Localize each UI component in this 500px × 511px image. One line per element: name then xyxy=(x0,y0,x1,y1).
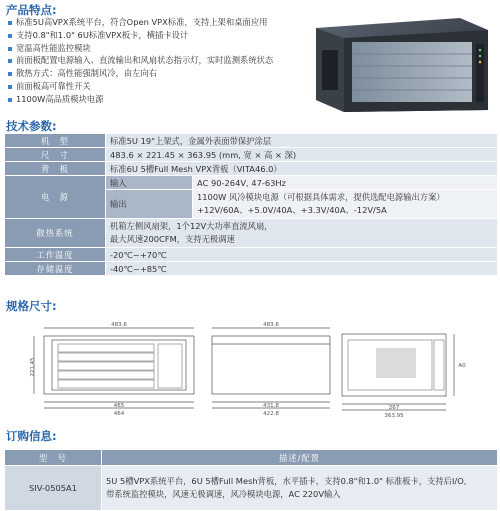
dim-label: 267 xyxy=(388,405,400,411)
feature-list xyxy=(8,16,308,106)
table-row: SIV-0505A1 5U 5槽VPX系统平台，6U 5槽Full Mesh背板，水平插卡，支持0.8"和1.0" 标准板卡，支持后I/O, 带系统监控模块，风速无极调速，风冷模块电源，AC 220V输入 xyxy=(5,466,498,511)
table-row: 电 源 输入 AC 90-264V, 47-63Hz xyxy=(5,176,498,190)
table-row: 型 号 描述/配置 xyxy=(5,450,498,466)
table-row: 机 型 标准5U 19"上架式，金属外表面带保护涂层 xyxy=(5,134,498,148)
specs-title: 技术参数: xyxy=(6,119,57,133)
feature-item: 1100W高品质模块电源 xyxy=(8,93,308,106)
feature-item: 前面板配置电源输入、直流输出和风扇状态指示灯，实时监测系统状态 xyxy=(8,54,308,67)
dim-label: 464 xyxy=(113,411,125,417)
order-table xyxy=(4,449,498,511)
feature-item: 散热方式：高性能强制风冷，由左向右 xyxy=(8,67,308,80)
drawings-title: 规格尺寸: xyxy=(6,299,57,313)
dim-label: 422.8 xyxy=(263,411,279,417)
table-row: 背 板 标准6U 5槽Full Mesh VPX背板（VITA46.0） xyxy=(5,162,498,176)
order-title: 订购信息: xyxy=(6,429,57,443)
chassis-photo xyxy=(310,14,492,114)
table-row: 工作温度 -20℃~+70℃ xyxy=(5,248,498,262)
dim-label: 221.45 xyxy=(30,357,36,377)
dim-label: 483.6 xyxy=(263,322,279,328)
feature-item: 前面板高可靠性开关 xyxy=(8,80,308,93)
dimension-drawings xyxy=(30,318,500,422)
dim-label: 483.6 xyxy=(111,322,127,328)
feature-item: 支持0.8"和1.0" 6U标准VPX板卡，横插卡设计 xyxy=(8,29,308,42)
table-row: 输出 1100W 风冷模块电源（可根据具体需求，提供选配电源输出方案） +12V/60A、+5.0V/40A、+3.3V/40A、-12V/5A xyxy=(5,190,498,219)
dim-label: 465 xyxy=(113,403,125,409)
dim-label: 363.95 xyxy=(384,413,404,419)
features-title: 产品特点: xyxy=(6,3,57,17)
feature-item: 标准5U高VPX系统平台，符合Open VPX标准，支持上架和桌面应用 xyxy=(8,16,308,29)
table-row: 尺 寸 483.6 × 221.45 × 363.95 (mm, 宽 × 高 × 深) xyxy=(5,148,498,162)
spec-table xyxy=(4,133,498,276)
feature-item: 宽温高性能监控模块 xyxy=(8,42,308,55)
table-row: 存储温度 -40℃~+85℃ xyxy=(5,262,498,276)
dim-label: 431.8 xyxy=(263,403,279,409)
dim-label: A0 xyxy=(458,363,466,369)
table-row: 散热系统 机箱左侧风扇架，1个12V大功率直流风扇， 最大风速200CFM，支持无极调速 xyxy=(5,219,498,248)
